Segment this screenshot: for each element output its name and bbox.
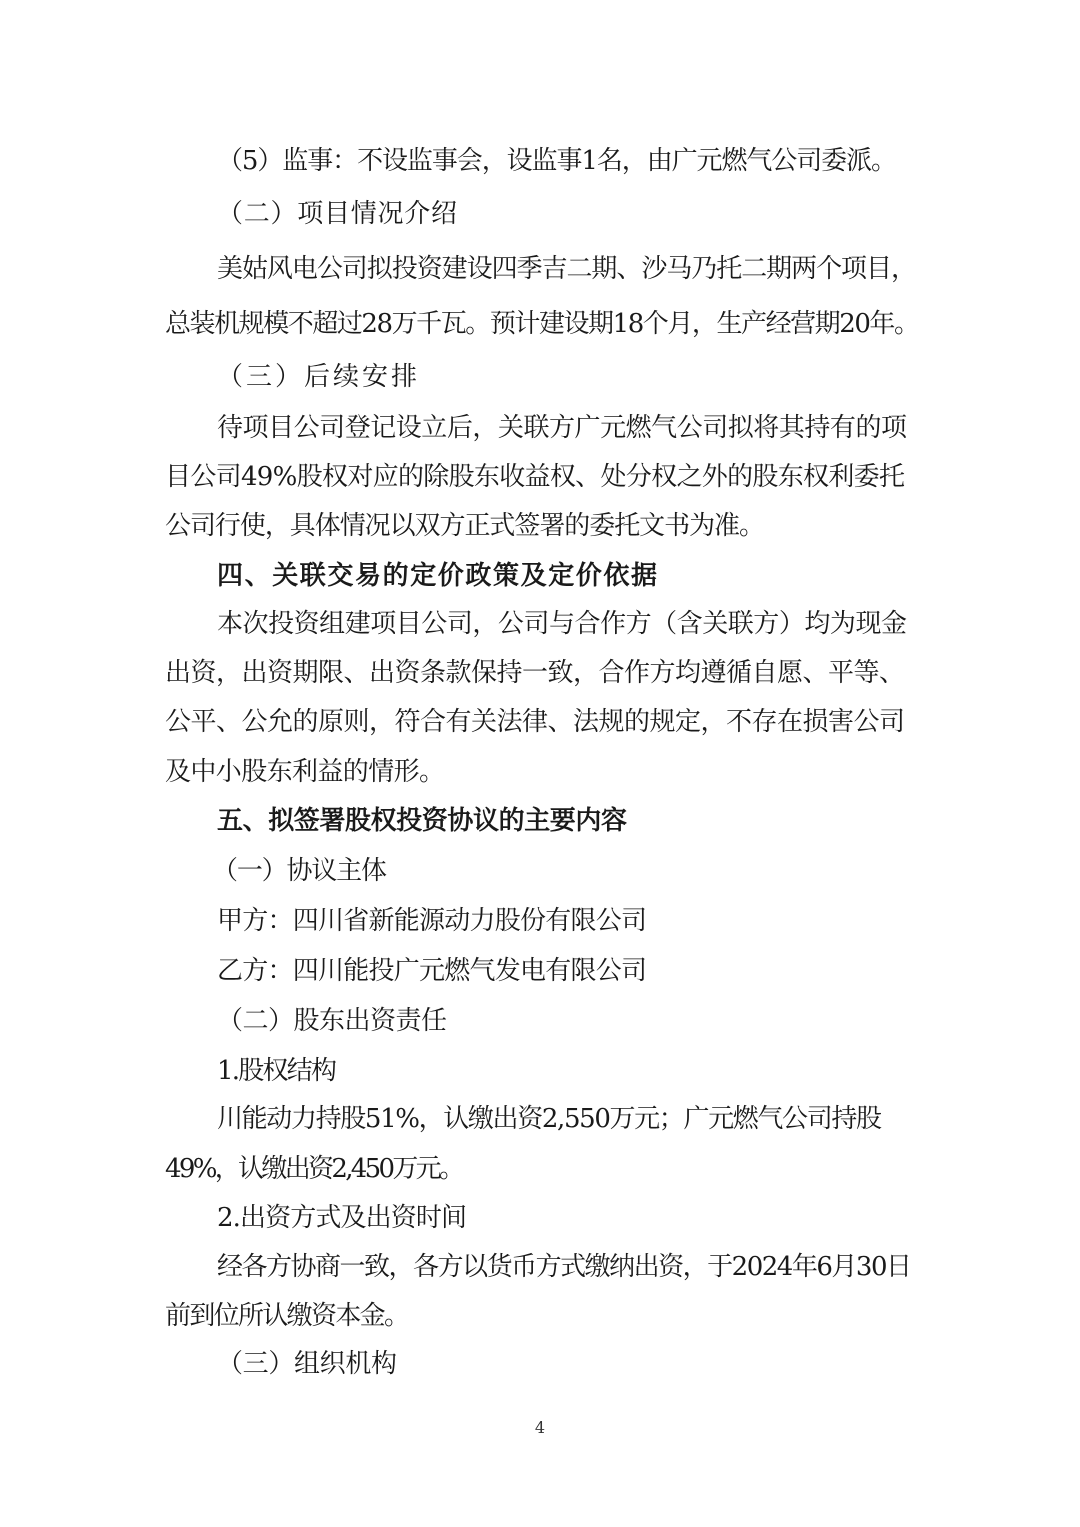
paragraph-line: 待项目公司登记设立后，关联方广元燃气公司拟将其持有的项 — [217, 413, 907, 443]
paragraph-line: 经各方协商一致，各方以货币方式缴纳出资，于2024年6月30日 — [217, 1252, 911, 1282]
section-heading-parties: （一）协议主体 — [212, 856, 386, 886]
chapter-heading-agreement-content: 五、拟签署股权投资协议的主要内容 — [217, 806, 627, 836]
section-heading-capital-responsibility: （二）股东出资责任 — [217, 1006, 447, 1036]
party-b: 乙方：四川能投广元燃气发电有限公司 — [217, 956, 647, 986]
paragraph-line: 及中小股东利益的情形。 — [165, 757, 445, 787]
paragraph-line: 公平、公允的原则，符合有关法律、法规的规定，不存在损害公司 — [165, 707, 905, 737]
paragraph-line: 49%，认缴出资2,450万元。 — [165, 1154, 463, 1184]
paragraph-line: 美姑风电公司拟投资建设四季吉二期、沙马乃托二期两个项目， — [217, 254, 916, 284]
section-heading-follow-up: （三）后续安排 — [217, 362, 420, 392]
paragraph-line: 目公司49%股权对应的除股东收益权、处分权之外的股东权利委托 — [165, 462, 905, 492]
paragraph-line: 总装机规模不超过28万千瓦。预计建设期18个月，生产经营期20年。 — [165, 309, 919, 339]
supervisor-clause: （5）监事：不设监事会，设监事1名，由广元燃气公司委派。 — [217, 146, 896, 176]
section-heading-organization: （三）组织机构 — [217, 1349, 397, 1379]
paragraph-line: 公司行使，具体情况以双方正式签署的委托文书为准。 — [165, 511, 764, 541]
subheading-equity-structure: 1.股权结构 — [217, 1056, 336, 1086]
party-a: 甲方：四川省新能源动力股份有限公司 — [217, 906, 647, 936]
chapter-heading-pricing-policy: 四、关联交易的定价政策及定价依据 — [217, 561, 659, 591]
paragraph-line: 本次投资组建项目公司，公司与合作方（含关联方）均为现金 — [217, 609, 907, 639]
paragraph-line: 前到位所认缴资本金。 — [165, 1301, 409, 1331]
section-heading-project-intro: （二）项目情况介绍 — [217, 199, 458, 229]
paragraph-line: 出资，出资期限、出资条款保持一致，合作方均遵循自愿、平等、 — [165, 658, 905, 688]
subheading-contribution-method: 2.出资方式及出资时间 — [217, 1203, 467, 1233]
page-number: 4 — [534, 1418, 546, 1437]
paragraph-line: 川能动力持股51%，认缴出资2,550万元；广元燃气公司持股 — [217, 1104, 881, 1134]
